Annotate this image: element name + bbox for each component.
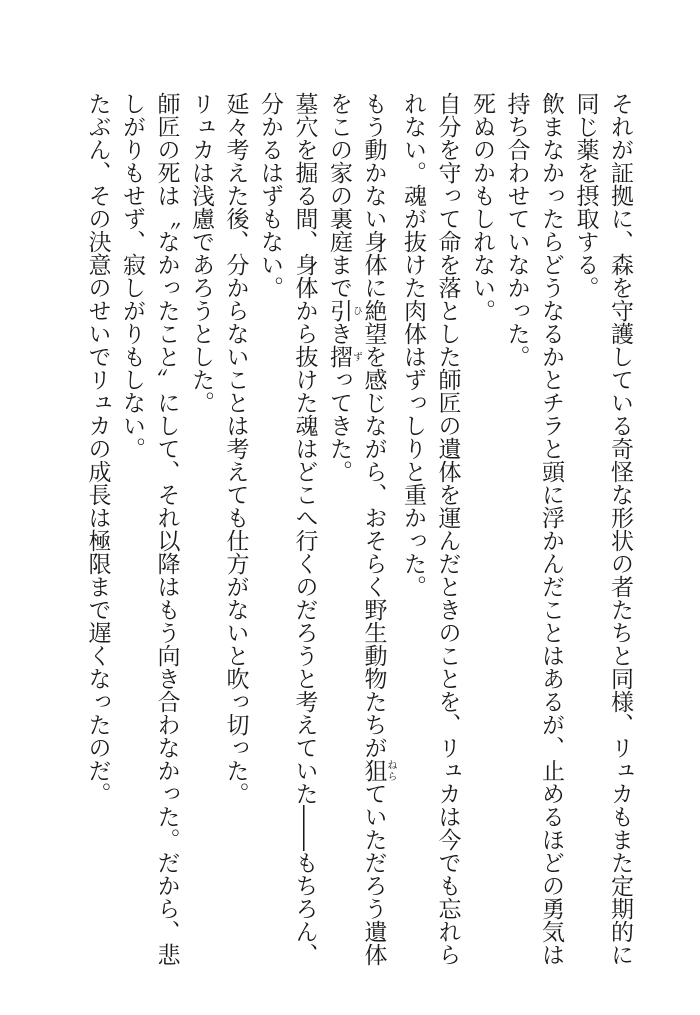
paragraph-5-part-3: ってきた。 bbox=[326, 368, 352, 483]
ruby-hiki-reading: ひ bbox=[350, 299, 362, 322]
ruby-nerau-base: 狙 bbox=[360, 759, 387, 782]
paragraph-4: 自分を守って命を落とした師匠の遺体を運んだときのことを、リュカは今でも忘れられない。魂が抜けた肉体はずっしりと重かった。 bbox=[400, 92, 461, 966]
ruby-nerau bbox=[360, 759, 396, 782]
ruby-zu-base: 摺 bbox=[326, 345, 352, 368]
paragraph-5-part-2: ていただろう遺体をこの家の裏庭まで bbox=[326, 92, 387, 966]
paragraph-3: 死ぬのかもしれない。 bbox=[469, 92, 495, 322]
vertical-text-body bbox=[37, 92, 637, 972]
ruby-zu-reading: ず bbox=[350, 345, 362, 368]
paragraph-1: それが証拠に、森を守護している奇怪な形状の者たちと同様、リュカもまた定期的に同じ薬を摂取する。 bbox=[572, 92, 633, 966]
paragraph-2: 飲まなかったらどうなるかとチラと頭に浮かんだことはあるが、止めるほどの勇気は持ち合わせていなかった。 bbox=[503, 92, 564, 966]
paragraph-10: たぶん、その決意のせいでリュカの成長は極限まで遅くなったのだ。 bbox=[84, 92, 111, 805]
paragraph-5-part-1: もう動かない身体に絶望を感じながら、おそらく野生動物たちが bbox=[360, 92, 387, 759]
paragraph-7: 延々考えた後、分からないことは考えても仕方がないと吹っ切った。 bbox=[222, 92, 249, 805]
ruby-hiki-base: 引 bbox=[326, 299, 352, 322]
paragraph-9: 師匠の死は〝なかったこと〟にして、それ以降はもう向き合わなかった。だから、悲しがりもせず、寂しがりもしない。 bbox=[119, 92, 180, 966]
ruby-zu bbox=[326, 345, 362, 368]
paragraph-8: リュカは浅慮であろうとした。 bbox=[188, 92, 214, 414]
ruby-hiki bbox=[326, 299, 362, 322]
okurigana-ki: き bbox=[326, 322, 352, 345]
paragraph-6: 墓穴を掘る間、身体から抜けた魂はどこへ行くのだろうと考えていた――もちろん、分かるはずもない。 bbox=[257, 92, 318, 966]
ruby-nerau-reading: ねら bbox=[385, 759, 396, 782]
paragraph-5 bbox=[322, 92, 396, 972]
